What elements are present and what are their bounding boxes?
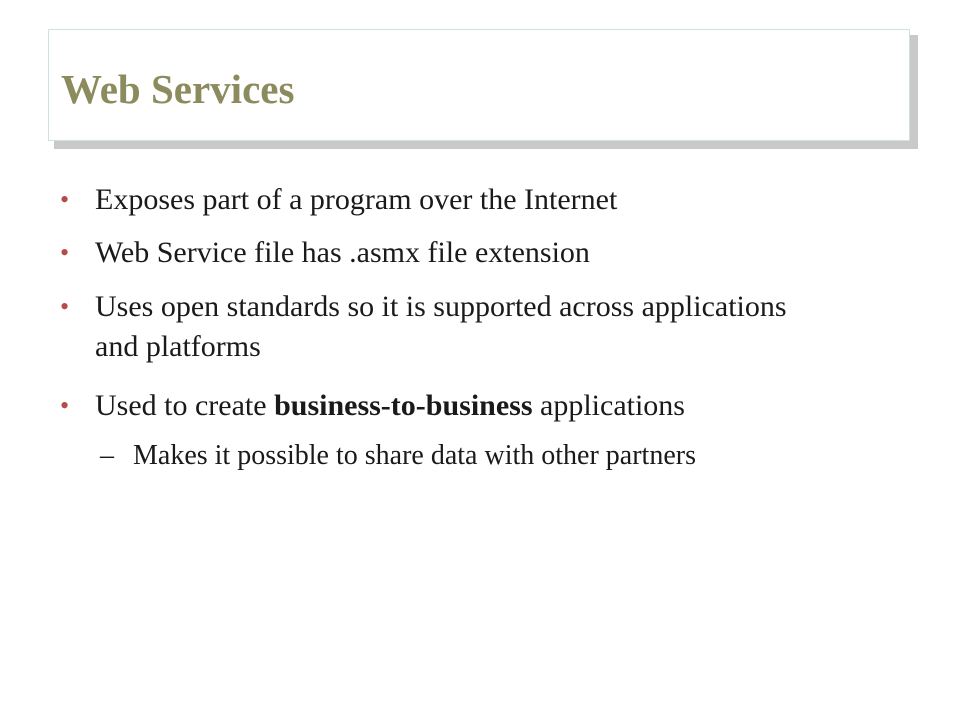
bullet-text: Uses open standards so it is supported across applications and platforms (95, 290, 787, 363)
slide-title: Web Services (61, 66, 295, 112)
bullet-item (60, 287, 880, 367)
bullet-text-suffix: applications (532, 389, 685, 422)
dash-icon: – (100, 440, 114, 471)
bullet-dot-icon: • (60, 185, 70, 214)
bullet-dot-icon: • (60, 238, 70, 267)
bullet-text-prefix: Used to create (95, 389, 275, 422)
bullet-text (95, 386, 875, 426)
bullet-text: Exposes part of a program over the Internet (95, 183, 618, 216)
bullet-dot-icon: • (60, 292, 70, 321)
sub-bullet-text: Makes it possible to share data with other partners (133, 440, 696, 471)
title-box (48, 29, 910, 141)
bullet-text: Web Service file has .asmx file extension (95, 236, 590, 269)
bullet-dot-icon: • (60, 391, 70, 420)
bullet-text-bold: business-to-business (274, 389, 533, 422)
